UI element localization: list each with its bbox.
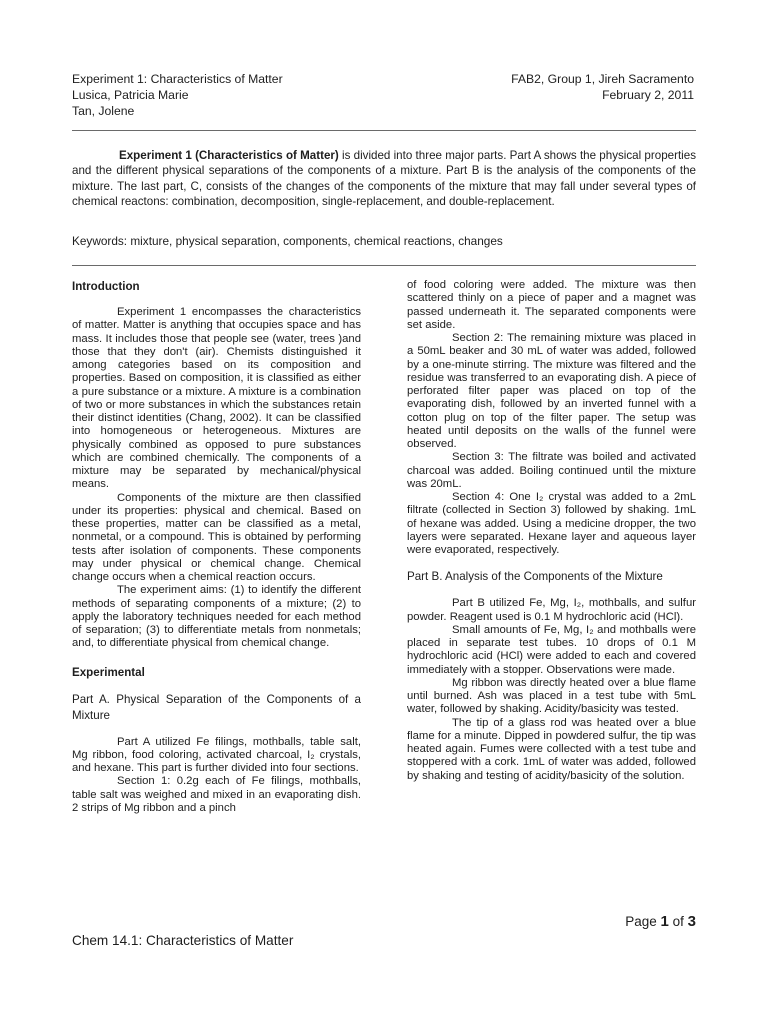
page-current: 1: [660, 913, 669, 930]
experimental-heading: Experimental: [72, 665, 145, 679]
right-column: [407, 279, 696, 783]
intro-paragraph-3: The experiment aims: (1) to identify the different methods of separating components of a mixture; (2) to apply the laboratory techniques needed for each method of separation; (3) to differentiate metals from nonmetals; and, to differentiate physical from chemical change.: [72, 584, 361, 650]
part-a-section-1: Section 1: 0.2g each of Fe filings, mothballs, table salt was weighed and mixed in an evaporating dish. 2 strips of Mg ribbon and a pinch: [72, 775, 361, 814]
header-group: FAB2, Group 1, Jireh Sacramento: [511, 72, 694, 86]
page-total: 3: [687, 913, 696, 930]
mid-divider: [72, 265, 696, 266]
intro-paragraph-2: Components of the mixture are then classified under its properties: physical and chemical. Based on these properties, matter can be classified as a metal, nonmetal, or a compound. This is obtained by performing tests after isolation of components. These components may under physical or chemical change. Chemical change occurs when a chemical reaction occurs.: [72, 491, 361, 583]
top-divider: [72, 130, 696, 131]
part-b-paragraph-4: The tip of a glass rod was heated over a blue flame for a minute. Dipped in powdered sulfur, the tip was heated again. Fumes were collected with a test tube and stoppered with a cork. 1mL of water was added, followed by shaking and testing of acidity/basicity of the solution.: [407, 716, 696, 782]
part-b-paragraph-3: Mg ribbon was directly heated over a blue flame until burned. Ash was placed in a test tube with 5mL water, followed by shaking. Acidity/basicity was tested.: [407, 676, 696, 716]
header-experiment-title: Experiment 1: Characteristics of Matter: [72, 72, 283, 86]
abstract-lead: Experiment 1 (Characteristics of Matter): [119, 149, 339, 162]
part-a-section-2: Section 2: The remaining mixture was placed in a 50mL beaker and 30 mL of water was added, followed by a one-minute stirring. The mixture was filtered and the residue was transferred to an evaporating dish. A piece of perforated filter paper was placed on top of the evaporating dish, followed by an inverted funnel with a cotton plug on top of the filter paper. The setup was heated until deposits on the walls of the funnel were observed.: [407, 332, 696, 450]
keywords: Keywords: mixture, physical separation, components, chemical reactions, changes: [72, 234, 503, 248]
part-a-paragraph-1: Part A utilized Fe filings, mothballs, table salt, Mg ribbon, food coloring, activated charcoal, I₂ crystals, and hexane. This part is further divided into four sections.: [72, 735, 361, 774]
part-b-heading: Part B. Analysis of the Components of the Mixture: [407, 570, 663, 584]
intro-paragraph-1: Experiment 1 encompasses the characteristics of matter. Matter is anything that occupies space and has mass. It includes those that people see (water, trees )and those that they don't (air). Chemists distinguished it among categories based on its composition and properties. Based on composition, it is classified as either a pure substance or a mixture. A mixture is a combination of two or more substances in which the substances retain their distinct identities (Chang, 2002). It can be classified into homogeneous or heterogeneous. Mixtures are physically combined as opposed to pure substances which are combined chemically. The components of a mixture may be separated by mechanical/physical means.: [72, 306, 361, 491]
section-1-continued: of food coloring were added. The mixture was then scattered thinly on a piece of paper and a magnet was passed underneath it. The separated components were set aside.: [407, 279, 696, 331]
introduction-heading: Introduction: [72, 280, 140, 293]
page-prefix: Page: [625, 914, 657, 929]
header-author-1: Lusica, Patricia Marie: [72, 88, 189, 102]
page-of: of: [672, 914, 684, 929]
page-number: [625, 913, 696, 930]
left-column: [72, 279, 361, 815]
abstract-text: is divided into three major parts. Part A shows the physical properties and the different physical separations of the components of a mixture. Part B is the analysis of the components of the mixture. The last part, C, consists of the changes of the components of the mixture that may fall under several types of chemical reactons: combination, decomposition, single-replacement, and double-replacement.: [72, 149, 696, 208]
header-group-info: [511, 71, 694, 103]
part-a-section-3: Section 3: The filtrate was boiled and activated charcoal was added. Boiling continued until the mixture was 20mL.: [407, 451, 696, 490]
header-author-2: Tan, Jolene: [72, 104, 135, 118]
part-a-heading: Part A. Physical Separation of the Components of a Mixture: [72, 692, 361, 722]
footer-course-title: Chem 14.1: Characteristics of Matter: [72, 933, 294, 948]
abstract: [72, 148, 696, 209]
header-authors: [72, 71, 283, 119]
part-a-section-4: Section 4: One I₂ crystal was added to a 2mL filtrate (collected in Section 3) followed by shaking. 1mL of hexane was added. Using a medicine dropper, the two layers were separated. Hexane layer and aqueous layer were evaporated, respectively.: [407, 491, 696, 556]
part-b-paragraph-2: Small amounts of Fe, Mg, I₂ and mothballs were placed in separate test tubes. 10 drops of 0.1 M hydrochloric acid (HCl) were added to each and covered immediately with a stopper. Observations were made.: [407, 623, 696, 676]
part-b-paragraph-1: Part B utilized Fe, Mg, I₂, mothballs, and sulfur powder. Reagent used is 0.1 M hydrochloric acid (HCl).: [407, 597, 696, 623]
header-date: February 2, 2011: [602, 88, 694, 102]
